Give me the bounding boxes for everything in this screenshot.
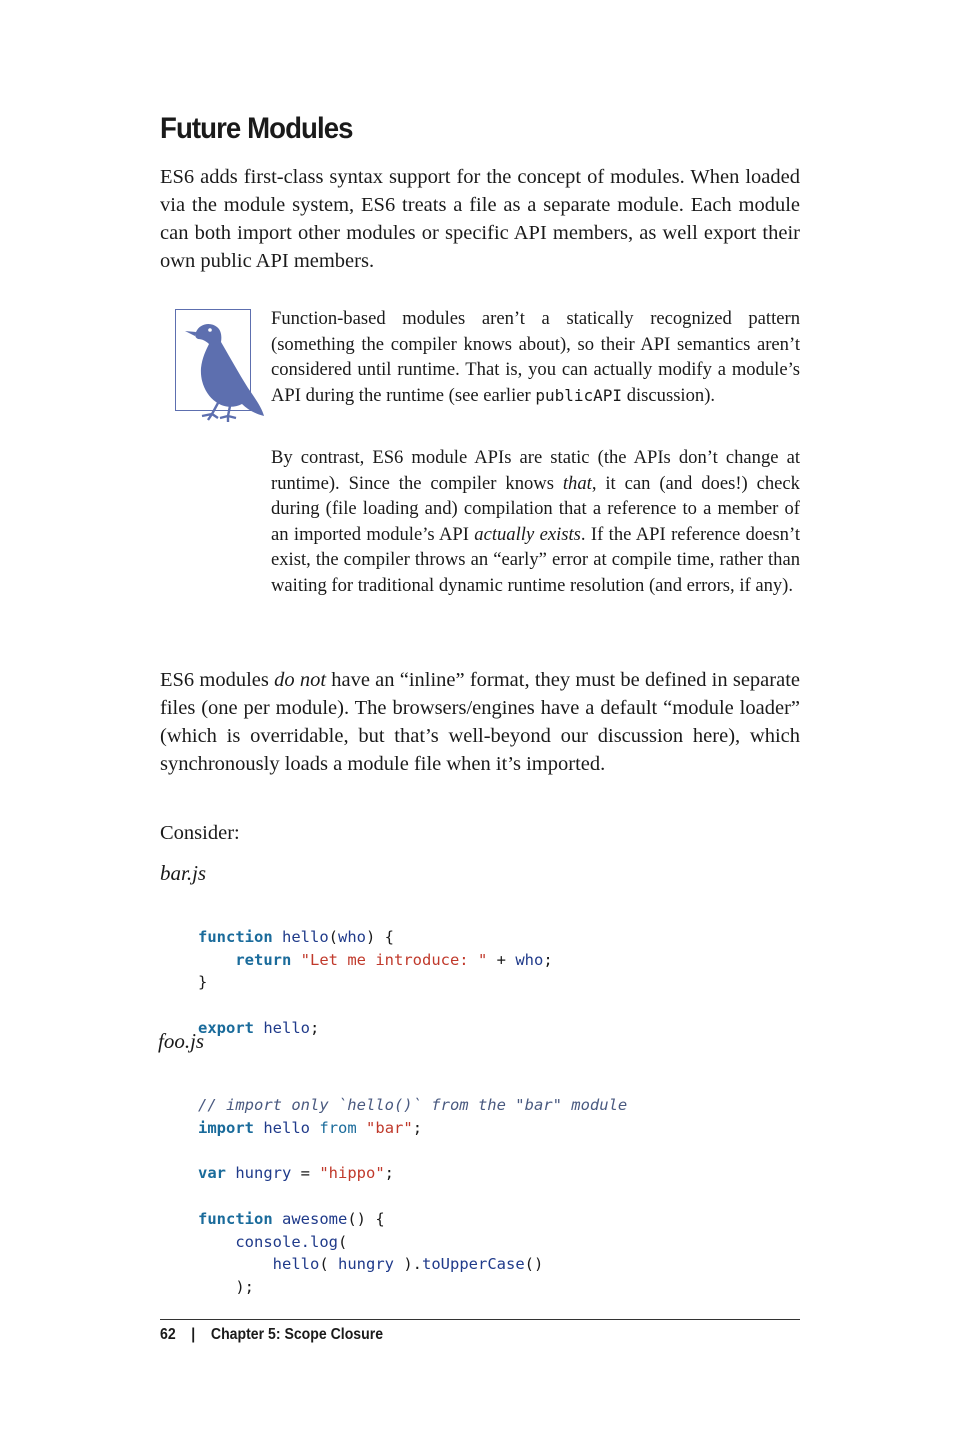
inline-code: publicAPI (535, 385, 623, 405)
bird-icon (175, 309, 251, 411)
consider-text: Consider: (160, 822, 240, 844)
page-footer (160, 1326, 383, 1344)
note-paragraph-2: By contrast, ES6 module APIs are static (the APIs don’t change at runtime). Since the compiler knows that, it can (and does!) check during (file loading and) compilation that a reference to a member of an imported module’s API actually exists. If the API reference doesn’t exist, the compiler throws an “early” error at compile time, rather than waiting for traditional dynamic runtime resolution (and errors, if any). (271, 447, 800, 596)
note-paragraph-1: Function-based modules aren’t a statically recognized pattern (something the compiler knows about), so their API semantics aren’t considered until runtime. That is, you can actually modify a module’s API during the runtime (see earlier publicAPI discussion). (271, 308, 800, 406)
section-heading: Future Modules (160, 112, 353, 145)
foo-code-block: // import only `hello()` from the "bar" module import hello from "bar"; var hungry = "hippo"; function awesome() { console.log( hello( hungry ).toUpperCase() ); (198, 1095, 628, 1297)
intro-paragraph: ES6 adds first-class syntax support for the concept of modules. When loaded via the module system, ES6 treats a file as a separate module. Each module can both import other modules or specific API members, as well export their own public API members. (160, 166, 800, 272)
bar-filename: bar.js (160, 861, 207, 885)
chapter-title: Chapter 5: Scope Closure (210, 1326, 384, 1343)
footer-separator: | (191, 1326, 196, 1343)
page-number: 62 (160, 1326, 176, 1343)
body-paragraph: ES6 modules do not have an “inline” format, they must be defined in separate files (one per module). The browsers/engines have a default “module loader” (which is overridable, but that’s well-beyond our discussion here), which synchronously loads a module file when it’s imported. (160, 669, 800, 775)
bar-code-block: function hello(who) { return "Let me introduce: " + who; } export hello; (198, 927, 553, 1037)
foo-filename: foo.js (158, 1029, 205, 1053)
footer-rule (160, 1319, 800, 1320)
